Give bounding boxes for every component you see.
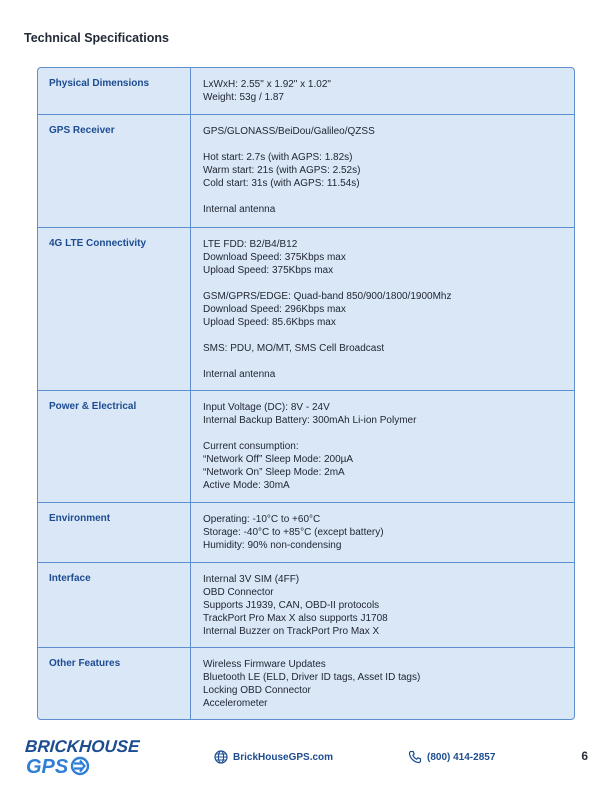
spec-label: Power & Electrical	[38, 391, 191, 502]
spec-value-line: Accelerometer	[203, 698, 268, 709]
spec-value-line: Download Speed: 375Kbps max	[203, 252, 346, 263]
spec-value-line	[203, 277, 564, 290]
spec-values	[191, 391, 574, 502]
spec-value-line: Warm start: 21s (with AGPS: 2.52s)	[203, 165, 361, 176]
spec-value-line	[203, 355, 564, 368]
spec-value-line: GPS/GLONASS/BeiDou/Galileo/QZSS	[203, 126, 375, 137]
spec-row	[38, 502, 574, 562]
globe-icon	[214, 750, 228, 764]
spec-row	[38, 562, 574, 647]
spec-value-line: Cold start: 31s (with AGPS: 11.54s)	[203, 178, 360, 189]
spec-value-line: Weight: 53g / 1.87	[203, 92, 284, 103]
spec-values	[191, 115, 574, 227]
spec-value-line: Hot start: 2.7s (with AGPS: 1.82s)	[203, 152, 353, 163]
phone-link[interactable]	[408, 749, 495, 765]
spec-value-line: “Network Off” Sleep Mode: 200µA	[203, 454, 354, 465]
page-title: Technical Specifications	[24, 31, 169, 45]
spec-value-line	[203, 427, 564, 440]
spec-label: Physical Dimensions	[38, 68, 191, 114]
spec-value-line: Upload Speed: 85.6Kbps max	[203, 317, 336, 328]
spec-row	[38, 647, 574, 719]
spec-row	[38, 390, 574, 502]
spec-value-line: Internal Backup Battery: 300mAh Li-ion Polymer	[203, 415, 417, 426]
spec-row	[38, 68, 574, 114]
spec-value-line: Humidity: 90% non-condensing	[203, 540, 342, 551]
spec-value-line: Current consumption:	[203, 441, 299, 452]
spec-table	[37, 67, 575, 720]
spec-value-line: Internal 3V SIM (4FF)	[203, 574, 300, 585]
spec-value-line: Upload Speed: 375Kbps max	[203, 265, 334, 276]
spec-value-line: Input Voltage (DC): 8V - 24V	[203, 402, 330, 413]
spec-value-line: Internal Buzzer on TrackPort Pro Max X	[203, 626, 380, 637]
spec-values	[191, 68, 574, 114]
logo-text-brickhouse: BRICKHOUSE	[25, 737, 141, 756]
spec-values	[191, 648, 574, 719]
spec-label: Environment	[38, 503, 191, 562]
phone-text: (800) 414-2857	[427, 751, 496, 763]
logo-arrow-icon	[72, 758, 88, 774]
spec-label: Other Features	[38, 648, 191, 719]
spec-row	[38, 114, 574, 227]
spec-value-line: Wireless Firmware Updates	[203, 659, 326, 670]
spec-value-line: Storage: -40°C to +85°C (except battery)	[203, 527, 384, 538]
spec-values	[191, 563, 574, 647]
spec-value-line	[203, 138, 564, 151]
spec-value-line: Operating: -10°C to +60°C	[203, 514, 321, 525]
spec-value-line: Download Speed: 296Kbps max	[203, 304, 346, 315]
spec-value-line: LTE FDD: B2/B4/B12	[203, 239, 298, 250]
spec-label: 4G LTE Connectivity	[38, 228, 191, 390]
spec-value-line: “Network On” Sleep Mode: 2mA	[203, 467, 345, 478]
brickhouse-gps-logo	[25, 735, 143, 777]
spec-value-line: Supports J1939, CAN, OBD-II protocols	[203, 600, 380, 611]
spec-values	[191, 503, 574, 562]
spec-value-line: Bluetooth LE (ELD, Driver ID tags, Asset ID tags)	[203, 672, 421, 683]
phone-icon	[408, 750, 422, 764]
spec-value-line: Internal antenna	[203, 204, 276, 215]
spec-value-line	[203, 190, 564, 203]
spec-value-line: GSM/GPRS/EDGE: Quad-band 850/900/1800/1900Mhz	[203, 291, 452, 302]
spec-value-line: Active Mode: 30mA	[203, 480, 290, 491]
spec-value-line	[203, 329, 564, 342]
spec-values	[191, 228, 574, 390]
spec-value-line: Locking OBD Connector	[203, 685, 311, 696]
spec-label: GPS Receiver	[38, 115, 191, 227]
spec-label: Interface	[38, 563, 191, 647]
spec-value-line: LxWxH: 2.55" x 1.92" x 1.02"	[203, 79, 331, 90]
website-link[interactable]	[214, 749, 333, 765]
logo-text-gps: GPS	[26, 756, 69, 777]
spec-row	[38, 227, 574, 390]
spec-value-line: OBD Connector	[203, 587, 274, 598]
spec-value-line: TrackPort Pro Max X also supports J1708	[203, 613, 388, 624]
spec-value-line: Internal antenna	[203, 369, 276, 380]
page-number: 6	[581, 749, 588, 763]
website-text: BrickHouseGPS.com	[233, 751, 334, 763]
spec-value-line: SMS: PDU, MO/MT, SMS Cell Broadcast	[203, 343, 385, 354]
